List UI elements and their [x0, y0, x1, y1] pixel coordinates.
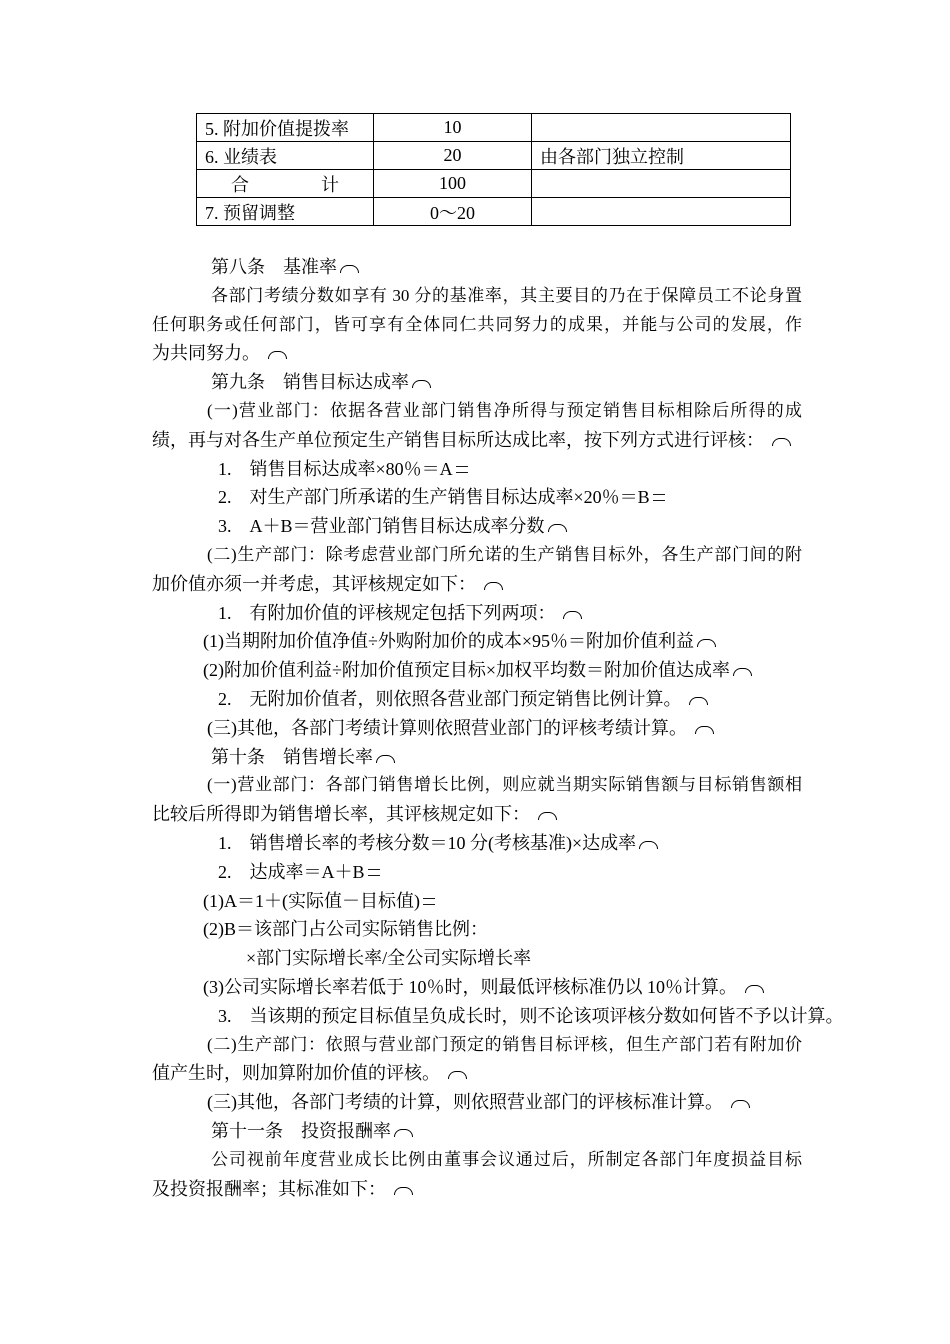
text-line: [152, 771, 802, 800]
text-line-content: (三)其他，各部门考绩计算则依照营业部门的评核考绩计算。: [207, 717, 692, 738]
text-line-content: 第八条 基准率: [211, 257, 337, 277]
text-line-content: 及投资报酬率；其标准如下：: [152, 1178, 391, 1199]
text-line: [152, 570, 802, 599]
text-line-content: 第九条 销售目标达成率: [211, 372, 409, 393]
paragraph-mark-icon: [697, 639, 716, 647]
text-line-content: 公司视前年度营业成长比例由董事会议通过后，所制定各部门年度损益目标: [211, 1149, 802, 1169]
text-line: [152, 887, 802, 916]
text-line: [152, 944, 802, 973]
score-cell: 20: [374, 142, 532, 170]
text-line: [152, 1146, 802, 1175]
text-line-content: 2. 达成率＝A＋B: [218, 861, 365, 882]
text-line-content: (2)B＝该部门占公司实际销售比例：: [203, 919, 488, 940]
text-line: [152, 1088, 802, 1117]
text-line-content: 1. 销售目标达成率×80％＝A: [218, 458, 453, 479]
note-cell: [532, 198, 791, 226]
text-line-content: (3)公司实际增长率若低于 10％时，则最低评核标准仍以 10％计算。: [203, 976, 742, 997]
text-line-content: (一)营业部门：依据各营业部门销售净所得与预定销售目标相除后所得的成: [207, 400, 802, 420]
text-line-content: 各部门考绩分数如享有 30 分的基准率，其主要目的乃在于保障员工不论身置: [211, 285, 802, 305]
text-line: [152, 541, 802, 570]
paragraph-mark-icon: [745, 985, 764, 993]
text-line-content: (二)生产部门：依照与营业部门预定的销售目标评核，但生产部门若有附加价: [207, 1034, 802, 1054]
text-line-content: 任何职务或任何部门，皆可享有全体同仁共同努力的成果，并能与公司的发展，作: [152, 314, 802, 334]
text-line: [152, 627, 802, 656]
text-line-content: 2. 对生产部门所承诺的生产销售目标达成率×20％＝B: [218, 487, 650, 508]
text-line: [152, 858, 802, 887]
text-line-content: (三)其他，各部门考绩的计算，则依照营业部门的评核标准计算。: [207, 1092, 728, 1113]
item-cell: 合 计: [197, 170, 374, 198]
table-row: [197, 142, 791, 170]
note-cell: 由各部门独立控制: [532, 142, 791, 170]
paragraph-mark-icon: [538, 812, 557, 820]
text-line-content: (1)当期附加价值净值÷外购附加价的成本×95％＝附加价值利益: [203, 631, 695, 652]
text-line-content: (二)生产部门：除考虑营业部门所允诺的生产销售目标外，各生产部门间的附: [207, 544, 802, 564]
line-break-mark-icon: [456, 466, 468, 473]
text-line: [152, 685, 802, 714]
text-line-content: 第十条 销售增长率: [211, 746, 373, 767]
text-line-content: 绩，再与对各生产单位预定生产销售目标所达成比率，按下列方式进行评核：: [152, 429, 769, 450]
text-line: [152, 743, 802, 772]
score-table-body: [197, 114, 791, 226]
score-cell: 0～20: [374, 198, 532, 226]
table-row: [197, 198, 791, 226]
paragraph-mark-icon: [563, 611, 582, 619]
text-line: [152, 800, 802, 829]
paragraph-mark-icon: [376, 755, 395, 763]
paragraph-mark-icon: [639, 841, 658, 849]
text-line: [152, 282, 802, 311]
document-body: [152, 253, 844, 1203]
text-line-content: ×部门实际增长率/全公司实际增长率: [246, 948, 532, 969]
text-line: [152, 973, 802, 1002]
paragraph-mark-icon: [689, 697, 708, 705]
paragraph-mark-icon: [340, 265, 359, 273]
text-line-content: (1)A＝1＋(实际值－目标值): [203, 890, 420, 911]
text-line-content: 为共同努力。: [152, 343, 265, 364]
text-line: [152, 829, 802, 858]
document-content: [152, 113, 844, 1203]
paragraph-mark-icon: [695, 726, 714, 734]
text-line-content: 第十一条 投资报酬率: [211, 1120, 391, 1141]
paragraph-mark-icon: [268, 351, 287, 359]
paragraph-mark-icon: [772, 438, 791, 446]
paragraph-mark-icon: [448, 1071, 467, 1079]
text-line-content: (2)附加价值利益÷附加价值预定目标×加权平均数＝附加价值达成率: [203, 660, 731, 681]
paragraph-mark-icon: [731, 1100, 750, 1108]
text-line-content: 1. 销售增长率的考核分数＝10 分(考核基准)×达成率: [218, 832, 637, 853]
text-line: [152, 1117, 802, 1146]
text-line-content: 1. 有附加价值的评核规定包括下列两项：: [218, 602, 560, 623]
score-table: [196, 113, 791, 226]
score-cell: 10: [374, 114, 532, 142]
text-line: [152, 714, 802, 743]
text-line: [152, 253, 802, 282]
text-line: [152, 1002, 844, 1031]
score-cell: 100: [374, 170, 532, 198]
text-line-content: 比较后所得即为销售增长率，其评核规定如下：: [152, 804, 535, 825]
note-cell: [532, 114, 791, 142]
text-line-content: (一)营业部门：各部门销售增长比例，则应就当期实际销售额与目标销售额相: [207, 775, 802, 795]
text-line: [152, 915, 802, 944]
paragraph-mark-icon: [733, 668, 752, 676]
text-line: [152, 1175, 802, 1204]
text-line: [152, 368, 802, 397]
line-break-mark-icon: [423, 898, 435, 905]
text-line: [152, 397, 802, 426]
text-line: [152, 1059, 802, 1088]
text-line: [152, 599, 802, 628]
text-line-content: 2. 无附加价值者，则依照各营业部门预定销售比例计算。: [218, 688, 686, 709]
table-row: [197, 170, 791, 198]
text-line: [152, 339, 802, 368]
text-line-content: 值产生时，则加算附加价值的评核。: [152, 1063, 445, 1084]
text-line: [152, 455, 802, 484]
text-line-content: 3. 当该期的预定目标值呈负成长时，则不论该项评核分数如何皆不予以计算。: [218, 1005, 844, 1026]
note-cell: [532, 170, 791, 198]
table-row: [197, 114, 791, 142]
line-break-mark-icon: [653, 494, 665, 501]
paragraph-mark-icon: [394, 1187, 413, 1195]
text-line: [152, 1031, 802, 1060]
text-line: [152, 656, 802, 685]
text-line-content: 加价值亦须一并考虑，其评核规定如下：: [152, 573, 481, 594]
item-cell: 5. 附加价值提拨率: [197, 114, 374, 142]
item-cell: 7. 预留调整: [197, 198, 374, 226]
text-line: [152, 483, 802, 512]
paragraph-mark-icon: [412, 380, 431, 388]
text-line-content: 3. A＋B＝营业部门销售目标达成率分数: [218, 516, 545, 537]
text-line: [152, 426, 802, 455]
line-break-mark-icon: [368, 869, 380, 876]
text-line: [152, 311, 802, 340]
paragraph-mark-icon: [484, 582, 503, 590]
item-cell: 6. 业绩表: [197, 142, 374, 170]
paragraph-mark-icon: [548, 524, 567, 532]
paragraph-mark-icon: [394, 1129, 413, 1137]
text-line: [152, 512, 802, 541]
